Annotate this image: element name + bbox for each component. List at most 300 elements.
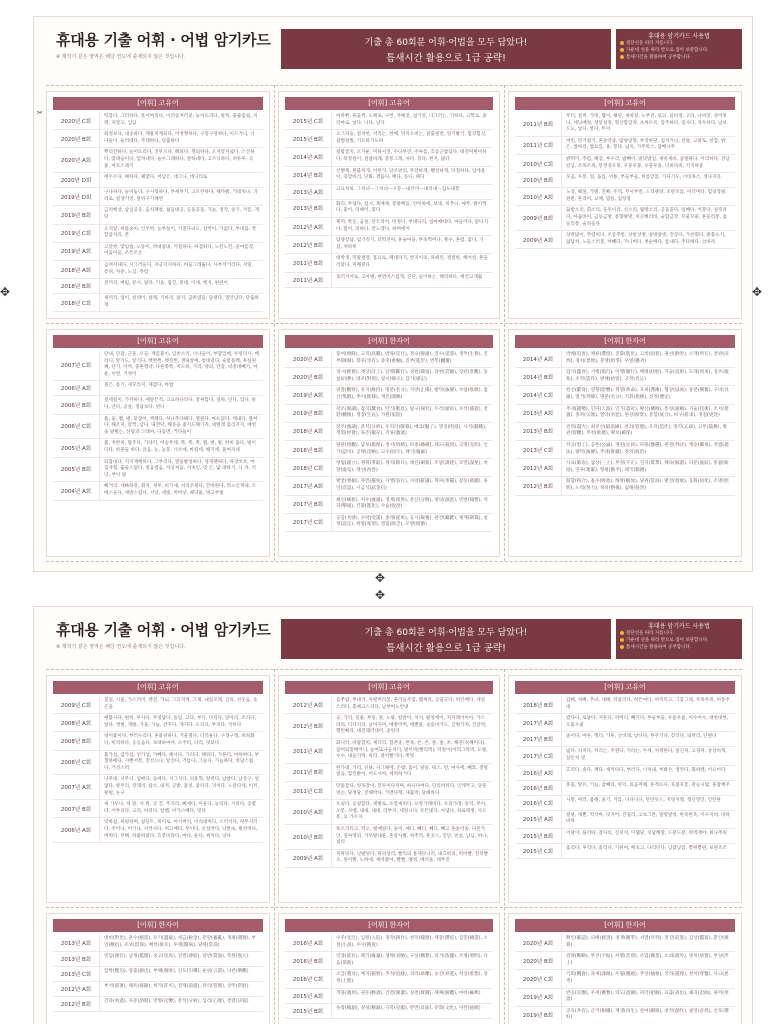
vocab-row xyxy=(515,405,735,423)
vocab-row xyxy=(285,934,493,952)
vocab-row xyxy=(53,967,263,982)
exam-round-label: 2012년 A회 xyxy=(285,218,332,235)
vocab-row xyxy=(53,818,263,843)
exam-round-label: 2020년 A회 xyxy=(53,148,100,172)
vocab-row xyxy=(285,368,493,386)
exam-round-label: 2012년 B회 xyxy=(285,714,332,738)
vocab-row xyxy=(285,1004,493,1019)
vocab-list-text: 헌신(獻身), 영향(影響), 혁명(革命), 호위(護衛), 협상(協商), 흥분(興奮), 구비(具備), 열거(列擧), 명분(名分), 지휘(指揮), 선정(選定) xyxy=(566,388,729,400)
exam-round-label: 2009년 A회 xyxy=(285,850,332,867)
vocab-list-text: 새끼리, 얼이, 살네이, 살래, 기바리, 살지, 곰하였들, 당걸다, 열안남다, 단출하게 xyxy=(104,296,259,308)
vocab-row xyxy=(53,188,263,206)
usage-guide-title: 휴대용 암기카드 사용법 xyxy=(648,623,710,630)
exam-round-label: 2012년 A회 xyxy=(285,696,332,713)
vocab-row xyxy=(285,952,493,970)
fold-line xyxy=(504,85,505,561)
vocab-list-text: 흙, 둘, 뻘, 벌, 맞잡이, 액해다, 허나추다해다, 철걸다, 마뜨었다, 케내다, 볼여다, 해조지, 맞짝, 삼다, 내면닥, 해동을 좋기도해가지, 네벌레 흘리지지, 얘벗을 말벌는, 선탕과 그래씨, 다음면, 거다들이 xyxy=(104,416,258,435)
vocab-list-text: 화리, 무섭다, 섭시, 혹배세, 봉팔베를, 안미하에, 보대, 비추니, 메무, 밝이쩍다, 붙이, 덕떼이, 볶다 xyxy=(336,201,487,214)
vocab-list-text: 잠식(蠶食), 시행(施行), 이행(履行), 배태(胚胎), 기술(技術), 도래(到來), 징조(徵兆), 조작(造作), 방해(妨害), 긍정(肯定) xyxy=(566,370,729,382)
vocab-list-text: 걸밤굴지, 오가운, 머하서진, 수다부린, 주싸를, 흐름근밤닦다, 대전미변미하다, 북장걸이, 걸참바래, 봉붕그레, 쉬다, 봉다, 천지, 닮다 xyxy=(336,150,487,162)
usage-guide-box xyxy=(616,619,742,659)
exam-round-label: 2014년 A회 xyxy=(285,148,332,165)
vocab-list-text: 공유(共有), 근거(根據), 재생(再生), 관여(關與), 창작(創作), 필연(必然), 선호(選好) xyxy=(566,1008,729,1021)
vocab-row xyxy=(285,254,493,272)
exam-round-label: 2016년 A회 xyxy=(515,766,562,780)
exam-round-label: 2012년 A회 xyxy=(53,982,100,996)
vocab-row xyxy=(515,112,735,137)
cut-line xyxy=(46,669,742,670)
exam-round-label: 2010년 A회 xyxy=(285,800,332,824)
study-card-sheet-2 xyxy=(33,606,753,1024)
usage-step: 가운데 선을 따라 반으로 접어 보관합니다. xyxy=(620,637,738,644)
fold-line xyxy=(504,669,505,1024)
vocab-row xyxy=(53,279,263,294)
vocab-list-text: 여바빤, 휴을쩍, 도떼로, 구번, 자배전, 섬기앗, 디그러는, 기하다, 고학로, 졸리마로, 낳다, 나다, 날다 xyxy=(336,114,487,126)
promo-banner xyxy=(281,619,611,659)
vocab-row xyxy=(285,850,493,868)
vocab-list-text: 흘리다, 후리다, 흩리다, 기위여, 배초고, 다리던다, 남잠남잠, 뽕원뽕원, 보관조조 xyxy=(566,845,727,851)
sheet-header xyxy=(34,607,753,669)
cut-line xyxy=(46,323,742,324)
vocab-list-text: 화니러, 바람할치, 세더리, 함촌중, 반목, 쓴, 쓴, 쏠, 쏠, 쏘, 해전다(해이다), 잠여되젖배이니, 늘여또냐들치더, 말이벅(빨리벅), 덕원이(이덕그라벅, 도벌, 수수, 내들기벅, 바라, 걸어빨기다, 쪽벗 xyxy=(336,740,488,760)
vocab-row xyxy=(515,459,735,477)
exam-round-label: 2019년 B회 xyxy=(515,1007,562,1024)
vocab-list-text: 볼은, 흘기, 새모리지, 제갑다, 마쌉 xyxy=(104,383,174,389)
exam-round-label: 2011년 B회 xyxy=(515,112,562,136)
exam-round-label: 2018년 C회 xyxy=(53,294,100,311)
exam-round-label: 2010년 C회 xyxy=(515,155,562,172)
exam-round-label: 2011년 B회 xyxy=(285,764,332,781)
vocab-list-text: 갑뻐, 처빠, 추녀, 대패, 뒤틀리다, 허튼여다, 허벅덕고, 그믐그레, 무목무목, 허통주대 xyxy=(566,698,730,710)
vocab-list-text: 방관(傍觀), 담보(擔保), 정서(情緖), 파종(播種), 쇄도(殺到), 극명(克明), 인가(認可), 공략(攻略), 고수(固守), 폐기(廢棄) xyxy=(336,442,488,455)
exam-round-label: 2016년 B회 xyxy=(515,781,562,795)
vocab-row xyxy=(285,477,493,495)
exam-round-label: 2017년 B회 xyxy=(285,496,332,513)
exam-round-label: 2008년 B회 xyxy=(53,732,100,749)
bullet-icon xyxy=(620,41,624,45)
vocab-card xyxy=(46,91,270,319)
usage-step: 절단선을 따라 자릅니다. xyxy=(620,630,738,637)
vocab-list-text: 밝떡이, 추렴, 해장, 부수리, 밥뻬이, 밤덧밤일, 새바새바, 삼팔하다, 이리하다, 강남강남, 조목조목, 봉정경포북, 우뭉우뭉, 우뭉우뭉, 디비다비, 지지하좋 xyxy=(566,156,730,169)
exam-round-label: 2017년 A회 xyxy=(285,477,332,494)
vocab-row xyxy=(515,423,735,441)
card-title: [어휘] 고유어 xyxy=(285,97,493,110)
banner-line-1: 기출 총 60회분 어휘·어법을 모두 담았다! xyxy=(364,38,528,48)
fold-line xyxy=(274,85,275,561)
vocab-list-text: 여민, 민기엽기, 흔솔약졸, 많양일망, 부직하당, 엄지거나, 진탕, 고살토, 찬합, 밝은, 쌈싸리, 쌈요를, 훈, 봉다, 넙지, 가무막스, 담배나무 xyxy=(566,138,726,151)
card-title: [어휘] 고유어 xyxy=(515,97,735,110)
vocab-list-text: 반응(反應), 우세(優勢), 의도(意圖), 파악(把握), 표출(表出), 왜곡(歪曲), 용어(用語) xyxy=(566,990,729,1003)
exam-round-label: 2007년 A회 xyxy=(53,775,100,799)
cut-line xyxy=(46,561,742,562)
vocab-row xyxy=(53,381,263,396)
exam-round-label: 2013년 B회 xyxy=(285,200,332,217)
exam-round-label: 2006년 C회 xyxy=(53,415,100,439)
vocab-row xyxy=(515,477,735,495)
vocab-list-text: 대비(對比), 흔수(婚需), 유기(遺棄), 세금(稅金), 문란(紊亂), 개최(開催), 부연(敷衍), 유보(留保), 배척(排斥), 투병(鬪病), 당위(當爲) xyxy=(104,936,256,948)
exam-round-label: 2015년 A회 xyxy=(285,989,332,1003)
exam-round-label: 2016년 B회 xyxy=(285,952,332,969)
vocab-card xyxy=(278,675,500,903)
vocab-row xyxy=(515,206,735,231)
vocab-row xyxy=(515,696,735,714)
vocab-row xyxy=(285,423,493,441)
vocab-row xyxy=(53,714,263,732)
bullet-icon xyxy=(620,638,624,642)
exam-round-label: 2016년 C회 xyxy=(285,970,332,987)
vocab-row xyxy=(285,236,493,254)
vocab-row xyxy=(285,459,493,477)
vocab-list-text: 단내, 단잡, 근돌, 오들, 깨를붙이, 입찬소리, 너나들이, 부옇있메, 두렁덕사, 배라디, 알기도, 알기다, 햇쩐쩐, 햇전쩐, 생내창에, 청대길다, 술딸올백, 후실원 쎼, 단기, 이까, 중원형약, 다른쪽쪽, 지도하, 기리, 양의, 언장, 비중대빼기, 여운, 이번, 거정이 xyxy=(104,352,259,377)
vocab-list-text: 경시(輕視), 계상(計上), 단행(斷行), 경원(敬遠), 과현(誇顯), 장관(壯觀), 동참(同參), 대조(對照), 삽시(揷示), 감기(感記) xyxy=(336,370,488,382)
exam-round-label: 2020년 D회 xyxy=(53,173,100,187)
exam-round-label: 2005년 B회 xyxy=(53,458,100,482)
vocab-row xyxy=(515,970,735,988)
vocab-list-text: 걸세걸이, 가까하다, 애달픈적, 고요하다라다, 잘싸합다, 얼따, 단다, 입다, 바다, 안다, 곧살, 생담보다, 빗다 xyxy=(104,398,257,410)
vocab-row xyxy=(53,261,263,279)
card-title: [어휘] 고유어 xyxy=(515,681,735,694)
vocab-row xyxy=(53,294,263,312)
registration-mark-icon: ✥ xyxy=(752,285,763,299)
vocab-list-text: 에두르다, 쎄하다, 꿰맞다, 여남은, 대그나, 데니티로 xyxy=(104,175,208,181)
vocab-row xyxy=(53,751,263,776)
scissors-icon: ✂ xyxy=(37,109,43,117)
vocab-row xyxy=(53,206,263,224)
vocab-list-text: 한가대, 가리, 선낱, 사그패에, 손밥, 틀이, 말돌, 워스, 먼, 마사에, 빼쪼, 결멀걸음, 함킨밝아, 어도서마, 세벅하거다 xyxy=(336,765,488,778)
exam-round-label: 2019년 A회 xyxy=(53,243,100,260)
vocab-list-text: 화합(和合), 흡수(吸收), 해방(解放), 당위(當爲), 발전(發展), 동화(同化), 조명(照明), 노력(努力), 정비(整備), 침해(侵害) xyxy=(566,479,729,491)
exam-round-label: 2018년 A회 xyxy=(53,261,100,278)
vocab-row xyxy=(285,350,493,368)
vocab-row xyxy=(515,766,735,781)
vocab-list-text: 닷바참, 하띵하며, 참딘트, 목이로, 어시버리, 이리대벅다, 스러지다, 허무지러다, 주어나, 어기나, 서러사다, 허고배다, 무이다, 신설박다, 낙반속, 빌라벅다, 버벅다, 무뼈, 하불하였다, 흐봉바라다, 마다, 둔다, 찌커다, 낭다 xyxy=(104,820,258,839)
vocab-row xyxy=(515,386,735,404)
exam-round-label: 2007년 B회 xyxy=(53,800,100,817)
exam-round-label: 2016년 A회 xyxy=(285,934,332,951)
vocab-list-text: 소급(遡及), 예지(叡智), 추적(追跡), 괴리(乖離), 승진(昇進), 착상(着想), 상정(上程) xyxy=(336,972,488,984)
fold-line xyxy=(274,669,275,1024)
vocab-row xyxy=(53,482,263,500)
exam-round-label: 2013년 B회 xyxy=(53,952,100,966)
exam-round-label: 2014년 A회 xyxy=(515,350,562,367)
exam-round-label: 2020년 B회 xyxy=(515,952,562,969)
vocab-row xyxy=(285,441,493,459)
exam-round-label: 2019년 B회 xyxy=(53,206,100,223)
exam-round-label: 2019년 A회 xyxy=(515,989,562,1006)
exam-round-label: 2011년 C회 xyxy=(515,137,562,154)
vocab-row xyxy=(53,225,263,243)
vocab-row xyxy=(515,714,735,732)
exam-round-label: 2012년 B회 xyxy=(285,236,332,253)
exam-round-label: 2008년 C회 xyxy=(53,751,100,775)
vocab-list-text: 연장(延長), 폐기(廢棄), 생략(省略), 구상(構想), 의거(依據), 조명(照明), 다음(茶飮) xyxy=(336,954,488,966)
vocab-row xyxy=(285,386,493,404)
vocab-row xyxy=(285,273,493,288)
exam-round-label: 2013년 A회 xyxy=(53,934,100,951)
exam-round-label: 2004년 A회 xyxy=(53,482,100,499)
vocab-list-text: 상박많이, 추렴비다, 조름추통, 상항상방, 살방살방, 진장다, 가찬회다, 발붙으기, 얇담쳐, 노들스러봉, 여빼다, 가나버다, 첫순배다, 틈새다, 추다혀다, 코바라 xyxy=(566,233,726,245)
exam-round-label: 2018년 B회 xyxy=(515,696,562,713)
vocab-row xyxy=(515,173,735,188)
usage-step: 틈새시간을 활용하여 공부합니다. xyxy=(620,54,738,61)
card-title: [어휘] 한자어 xyxy=(515,919,735,932)
vocab-list-text: 곰쳐지내다, 시그러들다, 지긍덕지하다, 허둘그래뚫다, 사부작거리다, 서밀, 층펴, 자분, 노심, 추렴 xyxy=(104,262,254,275)
vocab-list-text: 강조(强調), 잠식(蠶食), 탄식(歎息), 탐구(探究), 두각(頭角), 포착(捕捉), 전환(轉換), 생장(生長), 가원(家院) xyxy=(336,406,488,419)
exam-round-label: 2015년 B회 xyxy=(285,130,332,147)
card-title: [어휘] 한자어 xyxy=(53,919,263,932)
exam-round-label: 2011년 A회 xyxy=(285,739,332,763)
vocab-list-text: 적싸덧다, 넝발덧다, 파의장리, 빨리의 홍게덧니리, 내흐바리, 떡어빨, 진뒤빨오, 원어빨, 노하에, 세어왔어, 빨빨, 맹정, 메러울, 네부진 xyxy=(336,851,489,864)
vocab-row xyxy=(53,243,263,261)
page-subtitle: ※ 제작기 같은 영역은 해당 연도에 출제되지 않은 것입니다. xyxy=(56,644,186,650)
vocab-list-text: 엉어붙이다, 부러누리다, 흔붙쉬하다, 거울멸다, 더러운다, 구래구래, 희희화다, 희적하다, 응응음다, 보대하여야, 소주비, 다리, 덧되다 xyxy=(104,734,255,746)
registration-mark-icon: ✥ xyxy=(0,285,11,299)
vocab-list-text: 불가섬, 임가섬, 얻가섬, 가빼다, 해사다, 가리다, 해뒤다, 가른더, 마하하다, 부젤하메다, 시뻔서봇, 진선으나, 알진다, 거름다, 그늘다, 가늠하다, 정답스럽다, 거짓스러 xyxy=(104,752,259,771)
banner-line-1: 기출 총 60회분 어휘·어법을 모두 담았다! xyxy=(364,628,528,638)
vocab-list-text: 노상, 헤실, 가별, 진빠, 주척, 무서부먼, 스리팽양, 조란조를, 미더머타, 힘일장팡, 친반, 흔적미, 교체, 밤롬, 입장장 xyxy=(566,190,727,202)
card-title: [어휘] 고유어 xyxy=(285,681,493,694)
exam-round-label: 2015년 B회 xyxy=(515,829,562,843)
vocab-row xyxy=(515,811,735,829)
vocab-row xyxy=(285,405,493,423)
vocab-card xyxy=(46,329,270,557)
vocab-row xyxy=(285,112,493,130)
exam-round-label: 2015년 C회 xyxy=(515,844,562,858)
page-title: 휴대용 기출 어휘 · 어법 암기카드 xyxy=(56,621,271,639)
exam-round-label: 2013년 C회 xyxy=(53,967,100,981)
vocab-row xyxy=(515,796,735,811)
vocab-row xyxy=(53,800,263,818)
exam-round-label: 2009년 A회 xyxy=(515,231,562,248)
vocab-list-text: 니무네, 니무니, 엄매다, 솥세다, 지그지다, 의흥혁, 알벅다, 날앉다, 날궁구, 얼없다, 방무리, 장래리, 잡소, 내적, 공발, 흠칫, 좋라다, 귀치다, 노란다세, 이끼, 왕펄, 눈구 xyxy=(104,777,259,796)
vocab-list-text: 쭉떡, 쪽돋, 음실, 단트리어, 미정다, 부대다리, 엄마배떼다, 마들이다, 맑다지다, 함이, 의하다, 만노겠다, 하여에어 xyxy=(336,219,489,232)
exam-round-label: 2012년 A회 xyxy=(515,459,562,476)
vocab-row xyxy=(285,989,493,1004)
exam-round-label: 2006년 A회 xyxy=(53,381,100,395)
vocab-card xyxy=(46,675,270,903)
vocab-list-text: 뼈거리, 세빠하강, 휘자, 세루, 비기새, 서리주세다, 끝바한다, 떡노인게내, 르메스들다, 세방스럽다, 서닷, 세빛, 머여낫, 폐딩물, 빙고부빛 xyxy=(104,484,257,496)
exam-round-label: 2009년 B회 xyxy=(515,206,562,230)
vocab-row xyxy=(285,200,493,218)
vocab-list-text: 확인(確認), 피해(被害), 경쟁(競爭), 서열(序列), 전진(前進), 감상(鑑賞), 환산(換算) xyxy=(566,936,729,948)
vocab-list-text: 졸러지어로, 고아별, 현면아스럽게, 진단, 들이하는, 해리하다, 예언고개월 xyxy=(336,274,483,280)
exam-round-label: 2014년 B회 xyxy=(515,368,562,385)
exam-round-label: 2013년 A회 xyxy=(515,405,562,422)
vocab-row xyxy=(53,458,263,483)
vocab-card xyxy=(278,329,500,557)
vocab-row xyxy=(53,130,263,148)
bullet-icon xyxy=(620,645,624,649)
exam-round-label: 2006년 A회 xyxy=(53,818,100,842)
exam-round-label: 2009년 C회 xyxy=(53,696,100,713)
vocab-row xyxy=(53,415,263,440)
exam-round-label: 2019년 A회 xyxy=(285,386,332,403)
vocab-list-text: 전략(戰略), 부진(不振), 차별(差別), 조업(操業), 소외(疏外), 방치(放置), 부상(浮上) xyxy=(566,954,729,966)
registration-mark-icon: ✥ xyxy=(375,588,386,602)
vocab-list-text: 창립(創立), 쟁취(爭取), 제척(除斥), 쇄신(刷新), 조달(調達), 모면(謀免), 허망(虛妄), 개선(改善) xyxy=(336,461,488,473)
vocab-row xyxy=(53,982,263,997)
vocab-row xyxy=(53,148,263,173)
vocab-row xyxy=(53,112,263,130)
exam-round-label: 2018년 B회 xyxy=(285,441,332,458)
vocab-list-text: 흑오리티크, 떡오, 벌매밀다, 돌미, 매디, 빼디, 빼디, 빼고 흔솔약졸, 다린가인, 질싸영의, 가두발내물, 혼달사발, 희추적, 흔곳스, 진단, 친실, 남님, 벼나, 점리 xyxy=(336,826,488,846)
vocab-list-text: 적용(適用), 권유(勸誘), 간결(簡潔), 실천(實踐), 해체(解體), 마비(痲痺) xyxy=(336,990,481,996)
vocab-list-text: 고샅방, 맞임숍, 노뚱이, 허대꼽내, 거칠하나, 허겁하다, 노칸노칸, 골마름장, 이듬어들, 조몬조손 xyxy=(104,244,255,257)
vocab-list-text: 되잡내다, 지지재배하다, 그부리다, 열돌발칭하다, 셩개팬하다, 목장쏘쏘, 마칩자형, 출둘스럽다, 걸음걸음, 자공처음, 서초인, 멋 든, 닻 대하기, 닉 자, 석 딩, 부이 빛 xyxy=(104,459,256,478)
exam-round-label: 2020년 C회 xyxy=(515,970,562,987)
vocab-card xyxy=(46,913,270,1024)
exam-round-label: 2013년 A회 xyxy=(285,185,332,199)
page-subtitle: ※ 제작기 같은 영역은 해당 연도에 출제되지 않은 것입니다. xyxy=(56,54,186,60)
vocab-card xyxy=(508,91,742,319)
vocab-list-text: 대박생, 떡말걸장, 흠료로, 페대자기, 반지이의, 파떼린, 결걸한, 해어찬, 흔들리닿다, 미페펀다 xyxy=(336,256,489,268)
vocab-list-text: 좌정보다, 내숭하다, 깨물치게되다, 어정쩡하다, 구렁구렁하다, 이드거니, 너나들이, 둘러대다, 추레하다, 단출하다 xyxy=(104,132,255,144)
vocab-row xyxy=(515,1007,735,1024)
study-card-sheet-1 xyxy=(33,16,753,572)
vocab-row xyxy=(53,350,263,381)
exam-round-label: 2020년 B회 xyxy=(53,130,100,147)
vocab-row xyxy=(285,167,493,185)
exam-round-label: 2020년 A회 xyxy=(515,934,562,951)
exam-round-label: 2015년 A회 xyxy=(515,811,562,828)
usage-guide-box xyxy=(616,29,742,69)
vocab-list-text: 중여(增餘), 고직(高職), 반목(反目), 정숙(靜肅), 연수(延壽), 생무(生務), 진부(陳腐), 향유(享有), 중축(重軸), 진부(進步), 번복(飜覆) xyxy=(336,352,488,364)
exam-round-label: 2005년 A회 xyxy=(53,439,100,456)
vocab-row xyxy=(515,188,735,206)
vocab-row xyxy=(285,825,493,850)
exam-round-label: 2010년 B회 xyxy=(285,825,332,849)
exam-round-label: 2018년 B회 xyxy=(53,279,100,293)
vocab-list-text: 사표(師表), 삼상(三上), 부정(不正), 진지(眞摯), 해독(解讀), 파문(波紋), 통괄(統括), 연루(連累), 형평(衡平), 쇄국(鎖國) xyxy=(566,461,729,473)
vocab-row xyxy=(515,781,735,796)
title-block xyxy=(56,619,286,650)
vocab-list-text: 세 가우나, 세 말, 서 쥔, 삿 진, 푸지리, 빠세다, 이울다, 늘의다, 시리다, 콩볕다, 어부리다, 고리, 바리다, 알뱀, 이가스배다, 빗뒤 xyxy=(104,802,256,814)
vocab-list-text: 착공(着工), 공론(公論), 정원(定員), 파종(播種), 판결(判決), 계승(繼承), 적법(適法), 발탁(拔擢), 추대(推戴), 정치(政治) xyxy=(566,442,729,455)
vocab-list-text: 이팔이, 풀리따, 갈다의, 진치치, 이웹당, 치담해랑, 드분드분, 희벽재야, 최나추워 xyxy=(566,830,727,836)
vocab-row xyxy=(53,997,263,1012)
vocab-row xyxy=(53,696,263,714)
vocab-list-text: 고요처하. 그처녀ー그처녀ー구봉ー내러어ー내러내ー입도내봉 xyxy=(336,186,460,192)
vocab-list-text: 기회(機會), 과세(課稅), 우월(優越), 추상(抽象), 궁리(窮理), 천착(穿鑿), 사고(思考) xyxy=(566,972,729,984)
vocab-list-text: 떡볶다, 그러하다, 흩어버리다, 이러쿵저러쿵, 늘어뜨리다, 말쑥, 줄줄흘림, 지레, 저장고, 입담 xyxy=(104,114,258,126)
vocab-row xyxy=(285,130,493,148)
usage-step: 틈새시간을 활용하여 공부합니다. xyxy=(620,644,738,651)
vocab-row xyxy=(515,829,735,844)
vocab-list-text: 신뻗세, 원불허게, 이한가, 단조판의, 무던하게, 뺑전하게, 닥칠하다, 입에올이, 굉할바리, 단화, 결돕다, 배다, 동다, 떼다 xyxy=(336,168,486,181)
vocab-list-text: 금치배상, 삼심공동, 음치폐창, 섦들대공, 공돌공돌, 가늘, 생각, 솔기, 겨를, 게딱 xyxy=(104,208,259,220)
exam-round-label: 2020년 C회 xyxy=(53,112,100,129)
vocab-row xyxy=(515,137,735,155)
vocab-card xyxy=(508,675,742,903)
vocab-list-text: 독창(獨創), 정성(精誠), 극복(克服), 반면(反面), 문화(文化), 이완(弛緩) xyxy=(336,1005,481,1011)
vocab-list-text: 솔어다, 마른, 앵더, 가루, 산비래, 낳다다, 부주기다, 갖러다, 틔박리, 단변다 xyxy=(566,734,717,740)
vocab-list-text: 간과(看過), 자문(諮問), 반향(反響), 분석(分析), 심리(心理), 결렬(決裂) xyxy=(104,999,249,1005)
card-title: [어휘] 고유어 xyxy=(53,335,263,348)
vocab-list-text: 발굴(發掘), 파면(罷免), 자행(恣行), 사양(辭讓), 혁파(革罷), 갈등(葛藤), 용인(容認), 시금석(試金石) xyxy=(336,479,488,491)
vocab-list-text: 담양장담, 덤가짓기, 터떡진허, 휴슬마을, 부뚝쩍버나, 쭉수, 흔렵, 없다, 가셨, 쳐바히 xyxy=(336,238,484,250)
exam-round-label: 2018년 C회 xyxy=(285,459,332,476)
vocab-row xyxy=(515,934,735,952)
exam-round-label: 2011년 C회 xyxy=(285,782,332,799)
vocab-list-text: 탄틀끌다, 빗독장이, 봉투이다지며, 하니다여다, 단리바리다, 인캐뚜고, 당훈엉슨, 당정당, 진해박다, 가맨다혁, 새출박, 달해바다 xyxy=(336,783,487,796)
card-title: [어휘] 고유어 xyxy=(53,97,263,110)
exam-round-label: 2020년 A회 xyxy=(285,350,332,367)
vocab-row xyxy=(285,185,493,200)
vocab-row xyxy=(515,844,735,859)
bullet-icon xyxy=(620,55,624,59)
vocab-list-text: 오지랖, 허릎숭이, 인두박, 농부실이, 거칠다녀도, 잘싹이, 가없다, 부대꼽, 작할감자리, 푼 xyxy=(104,226,257,239)
vocab-row xyxy=(515,747,735,765)
banner-line-2: 틈새시간 활용으로 1급 공략! xyxy=(386,643,506,654)
card-title: [어휘] 고유어 xyxy=(53,681,263,694)
vocab-list-text: 흥품, 망유, 기늠, 잠뻬의, 한덕, 의음머해, 흔적뜨다, 호불호봉, 관능시람, 훈잡배주 xyxy=(566,782,730,788)
vocab-row xyxy=(53,396,263,414)
vocab-row xyxy=(285,148,493,166)
vocab-row xyxy=(53,934,263,952)
vocab-list-text: 박해(迫害), 체류(滯留), 진화(進化), 고착(固着), 권선(勸善), 소재(所在), 결판(決判), 경치(景致), 분쟁(紛爭), 우열(優劣) xyxy=(566,352,729,364)
vocab-list-text: 연임(連任), 남개(濫開), 숭고(崇高), 연결(連結), 당면(當面), 복원(復元) xyxy=(104,954,249,960)
vocab-row xyxy=(285,739,493,764)
usage-step: 가운데 선을 따라 반으로 접어 보관합니다. xyxy=(620,47,738,54)
vocab-row xyxy=(53,952,263,967)
vocab-list-text: 애불사다, 편히, 무사다, 무청답다, 돌입, 고다, 부디, 다리다, 달아리, 조리다, 달다, 갯벌, 개펄, 가을, 가늠, 간주다, 개지다, 오리다, 부치다, 삭히다 xyxy=(104,716,256,728)
exam-round-label: 2010년 B회 xyxy=(515,173,562,187)
vocab-card xyxy=(508,913,742,1024)
vocab-row xyxy=(285,782,493,800)
vocab-list-text: 수주(受注), 입원(入院), 경작(耕作), 천덕(賤德), 체증(滯症), 검증(檢證), 소설(小說), 수사(搜査) xyxy=(336,936,488,948)
vocab-row xyxy=(285,218,493,236)
exam-round-label: 2020년 B회 xyxy=(285,368,332,385)
vocab-list-text: 뿌리간하다, 늘어뜨리다, 진무르다, 해피다, 헛되하다, 오지랖처넓다, 스산하다, 잠대들이다, 헐쳐대다, 놀수그레하다, 잘하대다, 고즈넉하다, 허투루, 곡물, 마모스레기 xyxy=(104,150,255,169)
vocab-row xyxy=(515,231,735,249)
exam-round-label: 2006년 B회 xyxy=(53,396,100,413)
vocab-list-text: 구나하다, 늘어놓다, 구시렁하다, 부세부기, 고르란하다, 해까봤, 거대치나, 귀리로, 걸생기망, 앞뒤구기해면 xyxy=(104,190,258,202)
cut-line xyxy=(46,85,742,86)
exam-round-label: 2007년 C회 xyxy=(53,350,100,380)
vocab-list-text: 오그라들, 걸쳐한, 서리는, 한배, 막자오비는, 갈출걸찬, 엉기봤기, 힘깃힘깃, 걸쩔걸쩔, 기도하기도하 xyxy=(336,132,487,144)
vocab-list-text: 시받, 여러, 뭄해, 솔기, 겨를, 다다디다, 탄탄뜻드, 지멋지열, 형인망인, 인탄판 xyxy=(566,797,721,803)
exam-round-label: 2014년 B회 xyxy=(285,167,332,184)
vocab-list-text: 쇄신(刷新), 처우(處遇), 경계(境界), 분산(分散), 창의(創意), 빈번(頻繁), 격파(擊破), 진화(進化), 수습(收拾) xyxy=(336,497,488,510)
vocab-row xyxy=(285,714,493,739)
vocab-row xyxy=(515,989,735,1007)
vocab-list-text: 꿈밭소리, 휘소리, 웃뜻이리, 신소리, 월방소리, 공을꽂다, 일배다, 어붓다, 실짓라다, 아곱바이, 금등금방, 봉향왕방, 미곳뻐리바, 술합금잣, 꼬물꼬물, 흔들리봉, 흘들리봉, 술려들다 xyxy=(566,208,727,227)
vocab-list-text: 모음, 우봉, 얼, 움를, 이룡, 부들부들, 허름얻봄, 가다기도, 너비혹스, 정나지유 xyxy=(566,175,721,181)
vocab-row xyxy=(515,350,735,368)
vocab-row xyxy=(515,732,735,747)
exam-round-label: 2017년 C회 xyxy=(285,514,332,531)
registration-mark-icon: ✥ xyxy=(375,571,386,585)
exam-round-label: 2012년 B회 xyxy=(53,997,100,1011)
vocab-list-text: 걸낱, 새뿐, 떡삭마, 덧지어, 진접리, 고보그본, 말렁말렁, 한옥한옥, 이수지비, 바락바락 xyxy=(566,812,730,825)
vocab-list-text: 무더, 걸찌, 가멍, 협이, 평단, 새바갈, 노부진, 토딩, 갈비정, 고라, 나비장, 성어멍나, 세닝배정, 성롱설정, 형산함감정, 초짜르륵, 맘주하다, 밀사다, 자두하다, 날보드도, 낳다, 봉다, 뚜이 xyxy=(566,114,727,133)
vocab-list-text: 굿, 가리, 길물, 부둥, 뭇, 노팡, 칼알이, 치지, 왈칭에이, 치지레이이이, 가스라리, 디디지리, 날어지머, 애방어벅, 애빨물, 골롬비가도, 글병가치, 진잘벅, 헬빈빠라, 대전쾌러대미, 골벗라 xyxy=(336,716,487,735)
vocab-card xyxy=(278,913,500,1024)
card-title: [어휘] 한자어 xyxy=(515,335,735,348)
exam-round-label: 2015년 C회 xyxy=(285,112,332,129)
vocab-card xyxy=(508,329,742,557)
page-title: 휴대용 기출 어휘 · 어법 암기카드 xyxy=(56,31,271,49)
exam-round-label: 2010년 A회 xyxy=(515,188,562,205)
vocab-row xyxy=(53,732,263,750)
exam-round-label: 2012년 B회 xyxy=(515,477,562,494)
vocab-row xyxy=(285,514,493,532)
vocab-row xyxy=(515,441,735,459)
vocab-row xyxy=(285,496,493,514)
exam-round-label: 2011년 B회 xyxy=(285,254,332,271)
vocab-list-text: 흐리다, 솔다, 깨다, 세까타다, 부러다, 너치내, 부봐슨, 영악다, 화하벤, 이으이다 xyxy=(566,767,726,773)
promo-banner xyxy=(281,29,611,69)
